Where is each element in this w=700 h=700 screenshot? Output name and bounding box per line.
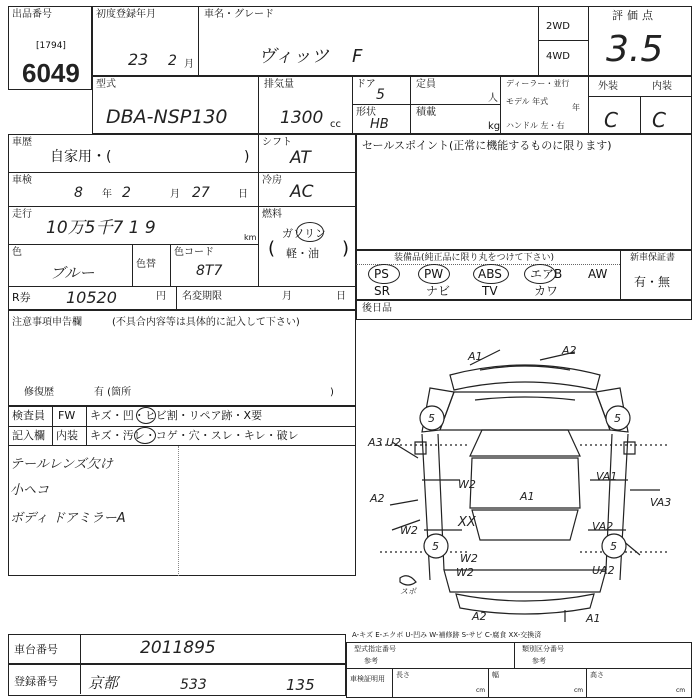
- score-value: 3.5: [606, 29, 664, 70]
- name-change-label: 名変期限: [182, 291, 222, 302]
- load-label: 積載: [416, 107, 436, 118]
- repair-value: 有 (箇所: [94, 387, 132, 398]
- fuel-gas: ガソリン: [282, 227, 326, 240]
- aircon-value: AC: [290, 182, 314, 202]
- shift-value: AT: [290, 148, 311, 168]
- color-code-label: 色コード: [174, 247, 214, 258]
- notes-label: 注意事項申告欄: [12, 317, 82, 328]
- plate-label: 登録番号: [14, 675, 58, 688]
- equip-navi: ナビ: [426, 284, 451, 298]
- equip-airbag: エアB: [530, 267, 563, 281]
- modified-label: 型式指定番号: [354, 645, 396, 653]
- usage-label: 車歴: [12, 137, 32, 148]
- inspection-label: 車検: [12, 175, 32, 186]
- km-unit: km: [244, 233, 257, 242]
- equip-pw: PW: [424, 267, 444, 281]
- inspector-label: 検査員: [12, 409, 45, 422]
- mark-left-a2: A2: [370, 492, 385, 505]
- fuel-paren-close: ): [342, 238, 350, 259]
- mark-left-w2c: W2: [456, 566, 474, 579]
- lot-label: 出品番号: [12, 9, 52, 20]
- ps-circle: [368, 264, 400, 284]
- mark-rear-a2: A2: [472, 610, 487, 623]
- damage-legend: A-キズ E-エクボ U-凹み W-補修跡 S-サビ C-腐食 XX-交換済: [352, 631, 542, 639]
- width-unit: cm: [574, 687, 584, 694]
- length-unit: cm: [476, 687, 486, 694]
- fuel-gas-circle: [296, 222, 324, 242]
- length-label: 長さ: [396, 671, 410, 679]
- plate-class: 533: [180, 677, 207, 693]
- mark-left-a3: A3 U2: [368, 436, 402, 449]
- fw-label: FW: [58, 409, 76, 422]
- interior-circle: [134, 427, 156, 444]
- plate-number: 135: [286, 676, 315, 694]
- fw-items: キズ・凹・ヒビ割・リペア跡・X要: [90, 409, 263, 422]
- equipment-label: 装備品(純正品に限り丸をつけて下さい): [394, 253, 555, 263]
- shift-label: シフト: [262, 137, 292, 148]
- warranty-label: 新車保証書: [630, 253, 676, 263]
- capacity-label: 定員: [416, 79, 436, 90]
- tire-rr: 5: [610, 540, 617, 553]
- color-change-label: 色替: [136, 259, 156, 270]
- equip-ps: PS: [374, 267, 389, 281]
- tire-fl: 5: [428, 412, 435, 425]
- mark-center-a1: A1: [520, 490, 535, 503]
- yen-unit: 円: [156, 291, 166, 302]
- inspection-month-char: 月: [170, 189, 180, 200]
- handle-label: ハンドル 左・右: [506, 121, 565, 130]
- lot-number: 6049: [22, 58, 80, 88]
- displacement-value: 1300: [280, 108, 324, 128]
- fuel-label: 燃料: [262, 209, 282, 220]
- repair-label: 修復歴: [24, 387, 54, 398]
- after-date-label: 後日品: [362, 303, 392, 314]
- mileage-value: 10万5千7 1 9: [46, 218, 156, 238]
- shape-value: HB: [370, 117, 389, 132]
- drive-4wd: 4WD: [546, 51, 570, 62]
- fuel-light: 軽・油: [286, 247, 319, 260]
- airbag-circle: [524, 264, 556, 284]
- mileage-label: 走行: [12, 209, 32, 220]
- mark-spoiler: スポ: [400, 587, 416, 596]
- first-reg-label: 初度登録年月: [96, 9, 156, 20]
- interior-label: 内装: [652, 81, 672, 92]
- pw-circle: [418, 264, 450, 284]
- recycle-amount: 10520: [66, 288, 117, 307]
- inspection-month: 2: [122, 185, 131, 201]
- inspection-day: 27: [192, 185, 210, 201]
- name-change-month: 月: [282, 291, 292, 302]
- height-unit: cm: [676, 687, 686, 694]
- interior-items: キズ・汚レ・コゲ・穴・スレ・キレ・破レ: [90, 429, 299, 442]
- mark-left-w2b: W2: [400, 524, 418, 537]
- cert-label: 車検証明用: [350, 675, 385, 683]
- doors-value: 5: [376, 87, 385, 103]
- kg-unit: kg: [488, 121, 501, 132]
- exterior-label: 外装: [598, 81, 618, 92]
- first-reg-year: 23: [128, 50, 149, 69]
- fw-circle: [136, 407, 156, 424]
- mark-right-va3: VA3: [650, 496, 672, 509]
- lot-code: [1794]: [36, 41, 66, 51]
- abs-circle: [473, 264, 509, 284]
- name-change-day: 日: [336, 291, 346, 302]
- model-value: DBA-NSP130: [106, 106, 228, 128]
- mark-center-xx: XX: [458, 515, 476, 530]
- repair-close: ): [330, 387, 334, 398]
- usage-value: 自家用・(: [50, 149, 112, 165]
- car-grade: F: [352, 46, 363, 67]
- year-unit: 年: [572, 103, 580, 112]
- header-row1: [92, 6, 692, 76]
- mark-front-a1: A1: [468, 350, 483, 363]
- cc-unit: cc: [330, 119, 341, 130]
- notes-instruction: (不具合内容等は具体的に記入して下さい): [112, 317, 300, 328]
- equip-sr: SR: [374, 284, 390, 298]
- color-code-value: 8T7: [196, 263, 223, 279]
- category-label: 類別区分番号: [522, 645, 564, 653]
- mark-front-a2: A2: [562, 344, 577, 357]
- shape-label: 形状: [356, 107, 376, 118]
- doors-label: ドア: [356, 79, 376, 90]
- sales-point-label: セールスポイント(正常に機能するものに限ります): [362, 139, 612, 152]
- color-label: 色: [12, 247, 22, 258]
- dealer-label: ディーラー・並行: [506, 79, 570, 88]
- plate-region: 京都: [88, 674, 119, 692]
- mark-rear-a1: A1: [586, 612, 601, 625]
- usage-close: ): [244, 149, 250, 165]
- first-reg-month: 2: [168, 53, 177, 69]
- equip-tv: TV: [482, 284, 498, 298]
- mark-left-w2a: W2: [458, 478, 476, 491]
- exterior-grade: C: [604, 108, 618, 132]
- tire-rl: 5: [432, 540, 439, 553]
- spec-box: [346, 642, 692, 698]
- entry-label: 記入欄: [12, 429, 45, 442]
- inspection-year: 8: [74, 185, 83, 201]
- car-diagram: [360, 330, 692, 630]
- note-2: 小ヘコ: [10, 483, 50, 498]
- chassis-number: 2011895: [140, 638, 216, 658]
- width-label: 幅: [492, 671, 499, 679]
- mark-left-w2d: W2: [460, 552, 478, 565]
- note-1: テールレンズ欠け: [10, 457, 113, 472]
- color-value: ブルー: [50, 264, 95, 282]
- mark-right-va1: VA1: [596, 470, 618, 483]
- fuel-paren-open: (: [268, 238, 276, 259]
- height-label: 高さ: [590, 671, 604, 679]
- car-name: ヴィッツ: [258, 46, 329, 67]
- mark-right-ua2: UA2: [592, 564, 615, 577]
- after-date-box: [356, 300, 692, 320]
- ref-label-1: 参考: [364, 657, 378, 665]
- month-unit: 月: [184, 59, 194, 70]
- interior-grade: C: [652, 108, 666, 132]
- warranty-value: 有・無: [634, 275, 671, 289]
- aircon-label: 冷房: [262, 175, 282, 186]
- inspection-year-char: 年: [102, 189, 112, 200]
- car-name-label: 車名・グレード: [204, 9, 274, 20]
- note-3: ボディ ドアミラーA: [10, 511, 126, 526]
- recycle-label: R券: [12, 291, 31, 304]
- equip-abs: ABS: [478, 267, 502, 281]
- chassis-label: 車台番号: [14, 643, 58, 656]
- person-unit: 人: [488, 93, 498, 104]
- displacement-label: 排気量: [264, 79, 294, 90]
- model-label: 型式: [96, 79, 116, 90]
- equip-aw: AW: [588, 267, 608, 281]
- equip-leather: カワ: [534, 284, 559, 298]
- model-year-label: モデル 年式: [506, 97, 549, 106]
- tire-fr: 5: [614, 412, 621, 425]
- ref-label-2: 参考: [532, 657, 546, 665]
- inspector-interior-label: 内装: [56, 429, 78, 442]
- score-label: 評価点: [612, 9, 657, 22]
- inspection-day-char: 日: [238, 189, 248, 200]
- mark-right-va2: VA2: [592, 520, 614, 533]
- drive-2wd: 2WD: [546, 21, 570, 32]
